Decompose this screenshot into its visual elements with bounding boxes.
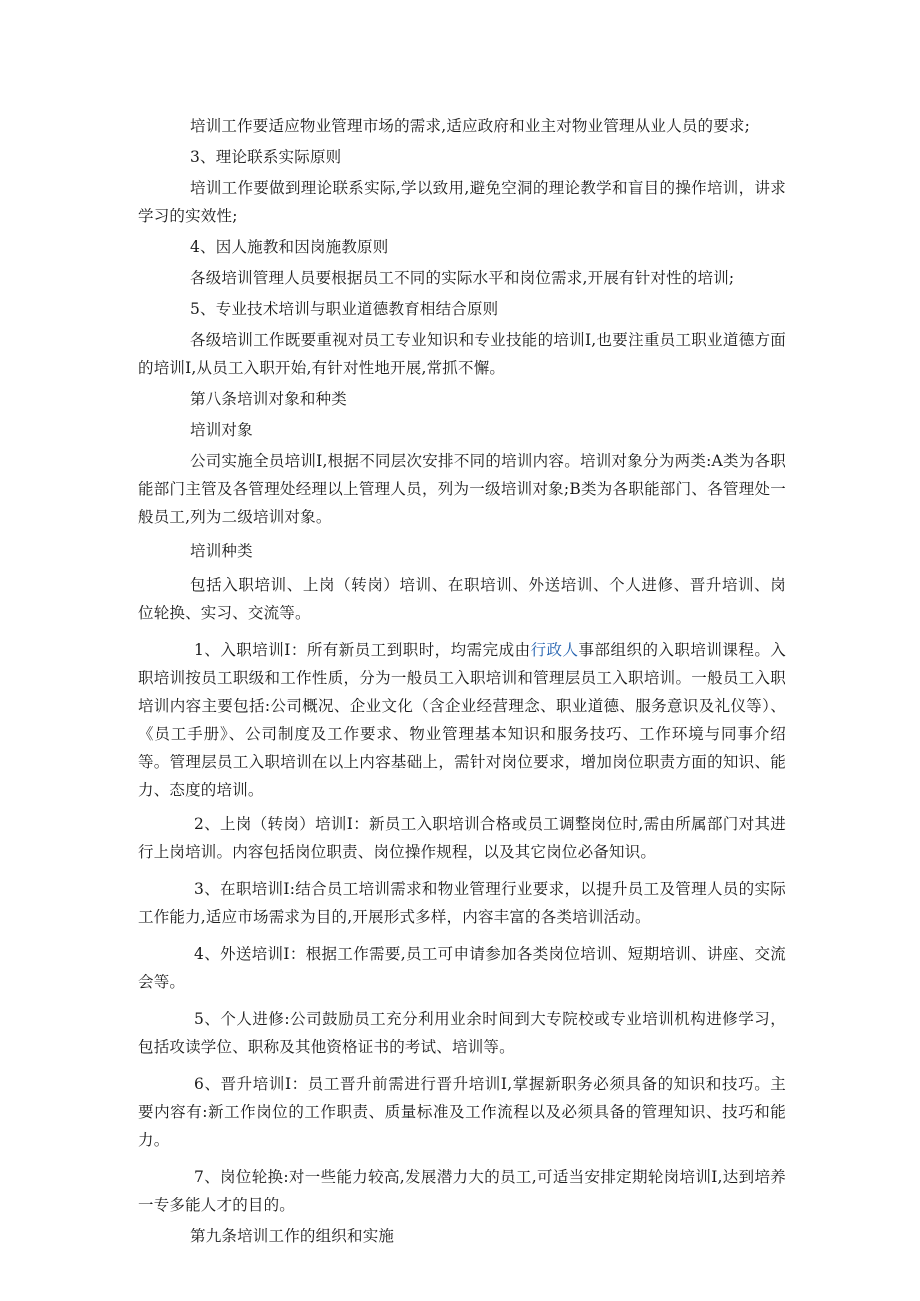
- document-page: [138, 112, 786, 1250]
- section-heading: 3、理论联系实际原则: [190, 148, 342, 166]
- text-segment: 1、入职培训I：所有新员工到职时，均需完成由: [194, 641, 531, 659]
- list-item: 3、在职培训I:结合员工培训需求和物业管理行业要求，以提升员工及管理人员的实际工作能力,适应市场需求为目的,开展形式多样，内容丰富的各类培训活动。: [138, 880, 786, 926]
- list-item: 6、晋升培训I：员工晋升前需进行晋升培训I,掌握新职务必须具备的知识和技巧。主要内容有:新工作岗位的工作职责、质量标准及工作流程以及必须具备的管理知识、技巧和能力。: [138, 1075, 786, 1149]
- subheading: 培训对象: [190, 421, 253, 439]
- subheading: 培训种类: [190, 542, 253, 560]
- list-item: 4、外送培训I：根据工作需要,员工可申请参加各类岗位培训、短期培训、讲座、交流会等。: [138, 945, 786, 991]
- paragraph: 培训工作要做到理论联系实际,学以致用,避免空洞的理论教学和盲目的操作培训，讲求学习的实效性;: [138, 179, 786, 225]
- hr-link[interactable]: 行政人: [530, 641, 579, 659]
- paragraph: 包括入职培训、上岗（转岗）培训、在职培训、外送培训、个人进修、晋升培训、岗位轮换、实习、交流等。: [138, 576, 786, 622]
- article-heading: 第九条培训工作的组织和实施: [190, 1227, 395, 1245]
- list-item: 7、岗位轮换:对一些能力较高,发展潜力大的员工,可适当安排定期轮岗培训I,达到培养一专多能人才的目的。: [138, 1168, 786, 1214]
- section-heading: 4、因人施教和因岗施教原则: [190, 238, 389, 256]
- list-item: 5、个人进修:公司鼓励员工充分利用业余时间到大专院校或专业培训机构进修学习，包括攻读学位、职称及其他资格证书的考试、培训等。: [138, 1010, 786, 1056]
- paragraph: 各级培训管理人员要根据员工不同的实际水平和岗位需求,开展有针对性的培训;: [190, 269, 735, 287]
- text-segment: 事部组织的入职培训课程。入职培训按员工职级和工作性质，分为一般员工入职培训和管理层员工入职培训。一般员工入职培训内容主要包括:公司概况、企业文化（含企业经营理念、职业道德、服务意识及礼仪等）、《员工手册》、公司制度及工作要求、物业管理基本知识和服务技巧、工作环境与同事介绍等。管理层员工入职培训在以上内容基础上，需针对岗位要求，增加岗位职责方面的知识、能力、态度的培训。: [138, 641, 787, 799]
- paragraph-intake-training: [138, 636, 786, 804]
- paragraph: 公司实施全员培训I,根据不同层次安排不同的培训内容。培训对象分为两类:A类为各职能部门主管及各管理处经理以上管理人员，列为一级培训对象;B类为各职能部门、各管理处一般员工,列为二级培训对象。: [138, 452, 786, 526]
- paragraph: 培训工作要适应物业管理市场的需求,适应政府和业主对物业管理从业人员的要求;: [190, 117, 751, 135]
- list-item: 2、上岗（转岗）培训I：新员工入职培训合格或员工调整岗位时,需由所属部门对其进行上岗培训。内容包括岗位职责、岗位操作规程，以及其它岗位必备知识。: [138, 815, 786, 861]
- section-heading: 5、专业技术培训与职业道德教育相结合原则: [190, 300, 499, 318]
- paragraph: 各级培训工作既要重视对员工专业知识和专业技能的培训I,也要注重员工职业道德方面的培训I,从员工入职开始,有针对性地开展,常抓不懈。: [138, 331, 786, 377]
- article-heading: 第八条培训对象和种类: [190, 390, 348, 408]
